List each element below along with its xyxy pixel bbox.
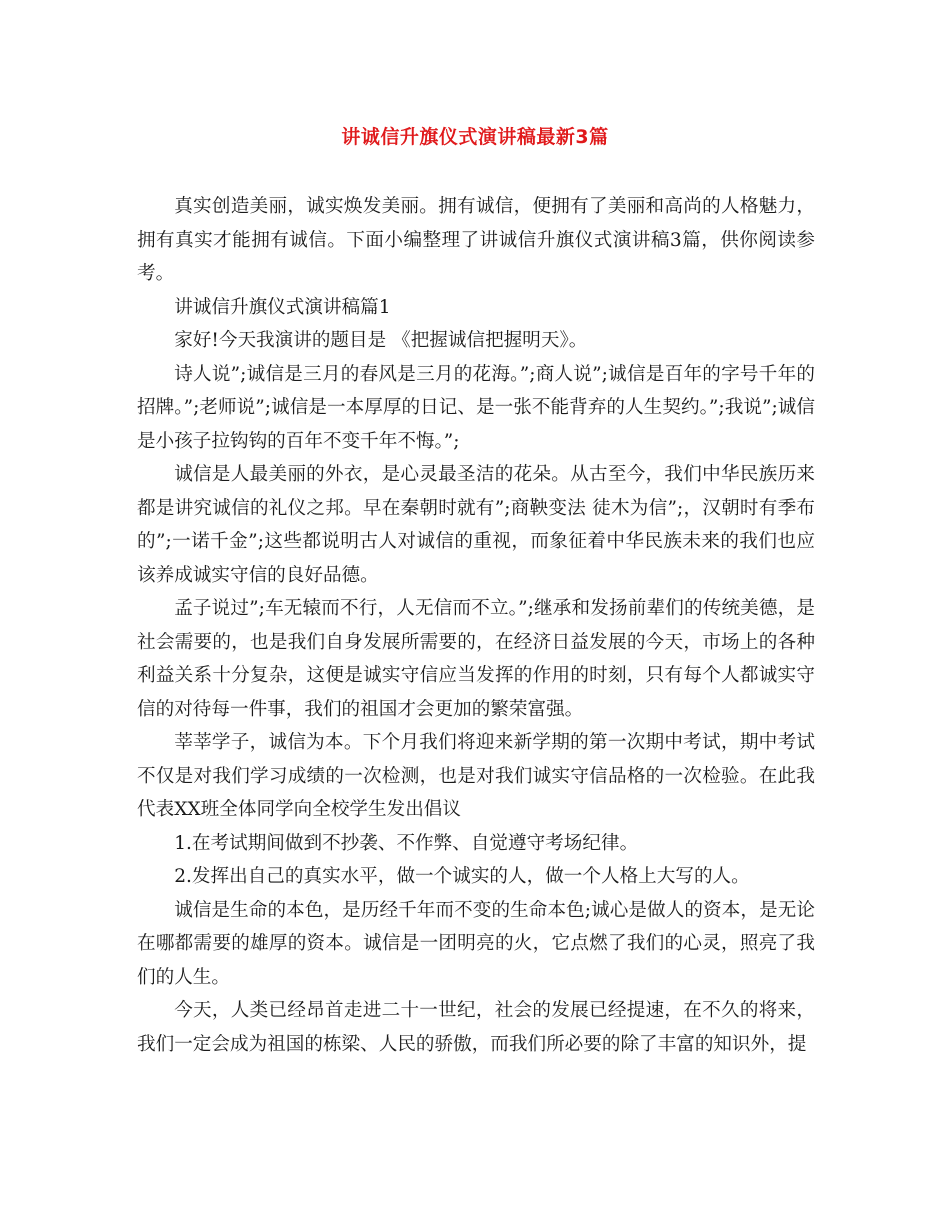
body-paragraph: 诗人说”;诚信是三月的春风是三月的花海。”;商人说”;诚信是百年的字号千年的招牌。”;老师说”;诚信是一本厚厚的日记、是一张不能背弃的人生契约。”;我说”;诚信是小孩子拉钩钩的百年不变千年不悔。”; <box>137 363 815 452</box>
body-paragraph: 孟子说过”;车无辕而不行，人无信而不立。”;继承和发扬前辈们的传统美德，是社会需要的，也是我们自身发展所需要的，在经济日益发展的今天，市场上的各种利益关系十分复杂，这便是诚实守信应当发挥的作用的时刻，只有每个人都诚实守信的对待每一件事，我们的祖国才会更加的繁荣富强。 <box>137 598 815 720</box>
body-paragraph: 诚信是人最美丽的外衣，是心灵最圣洁的花朵。从古至今，我们中华民族历来都是讲究诚信的礼仪之邦。早在秦朝时就有”;商鞅变法 徒木为信”;，汉朝时有季布的”;一诺千金”;这些都说明古人对诚信的重视，而象征着中华民族未来的我们也应该养成诚实守信的良好品德。 <box>137 464 815 586</box>
list-item: 2.发挥出自己的真实水平，做一个诚实的人，做一个人格上大写的人。 <box>174 866 750 887</box>
list-item: 1.在考试期间做到不抄袭、不作弊、自觉遵守考场纪律。 <box>174 832 639 854</box>
greeting-paragraph: 家好!今天我演讲的题目是 《把握诚信把握明天》。 <box>174 330 588 351</box>
document-body <box>137 190 815 1061</box>
document-title: 讲诚信升旗仪式演讲稿最新3篇 <box>341 126 609 148</box>
body-paragraph: 今天，人类已经昂首走进二十一世纪，社会的发展已经提速，在不久的将来，我们一定会成为祖国的栋梁、人民的骄傲，而我们所必要的除了丰富的知识外，提 <box>137 1000 815 1055</box>
body-paragraph: 诚信是生命的本色，是历经千年而不变的生命本色;诚心是做人的资本，是无论在哪都需要的雄厚的资本。诚信是一团明亮的火，它点燃了我们的心灵，照亮了我们的人生。 <box>137 899 815 988</box>
section-heading: 讲诚信升旗仪式演讲稿篇1 <box>174 296 391 318</box>
body-paragraph: 莘莘学子，诚信为本。下个月我们将迎来新学期的第一次期中考试，期中考试不仅是对我们学习成绩的一次检测，也是对我们诚实守信品格的一次检验。在此我代表XX班全体同学向全校学生发出倡议 <box>137 732 815 820</box>
intro-paragraph: 真实创造美丽，诚实焕发美丽。拥有诚信，便拥有了美丽和高尚的人格魅力，拥有真实才能拥有诚信。下面小编整理了讲诚信升旗仪式演讲稿3篇，供你阅读参考。 <box>137 196 815 284</box>
